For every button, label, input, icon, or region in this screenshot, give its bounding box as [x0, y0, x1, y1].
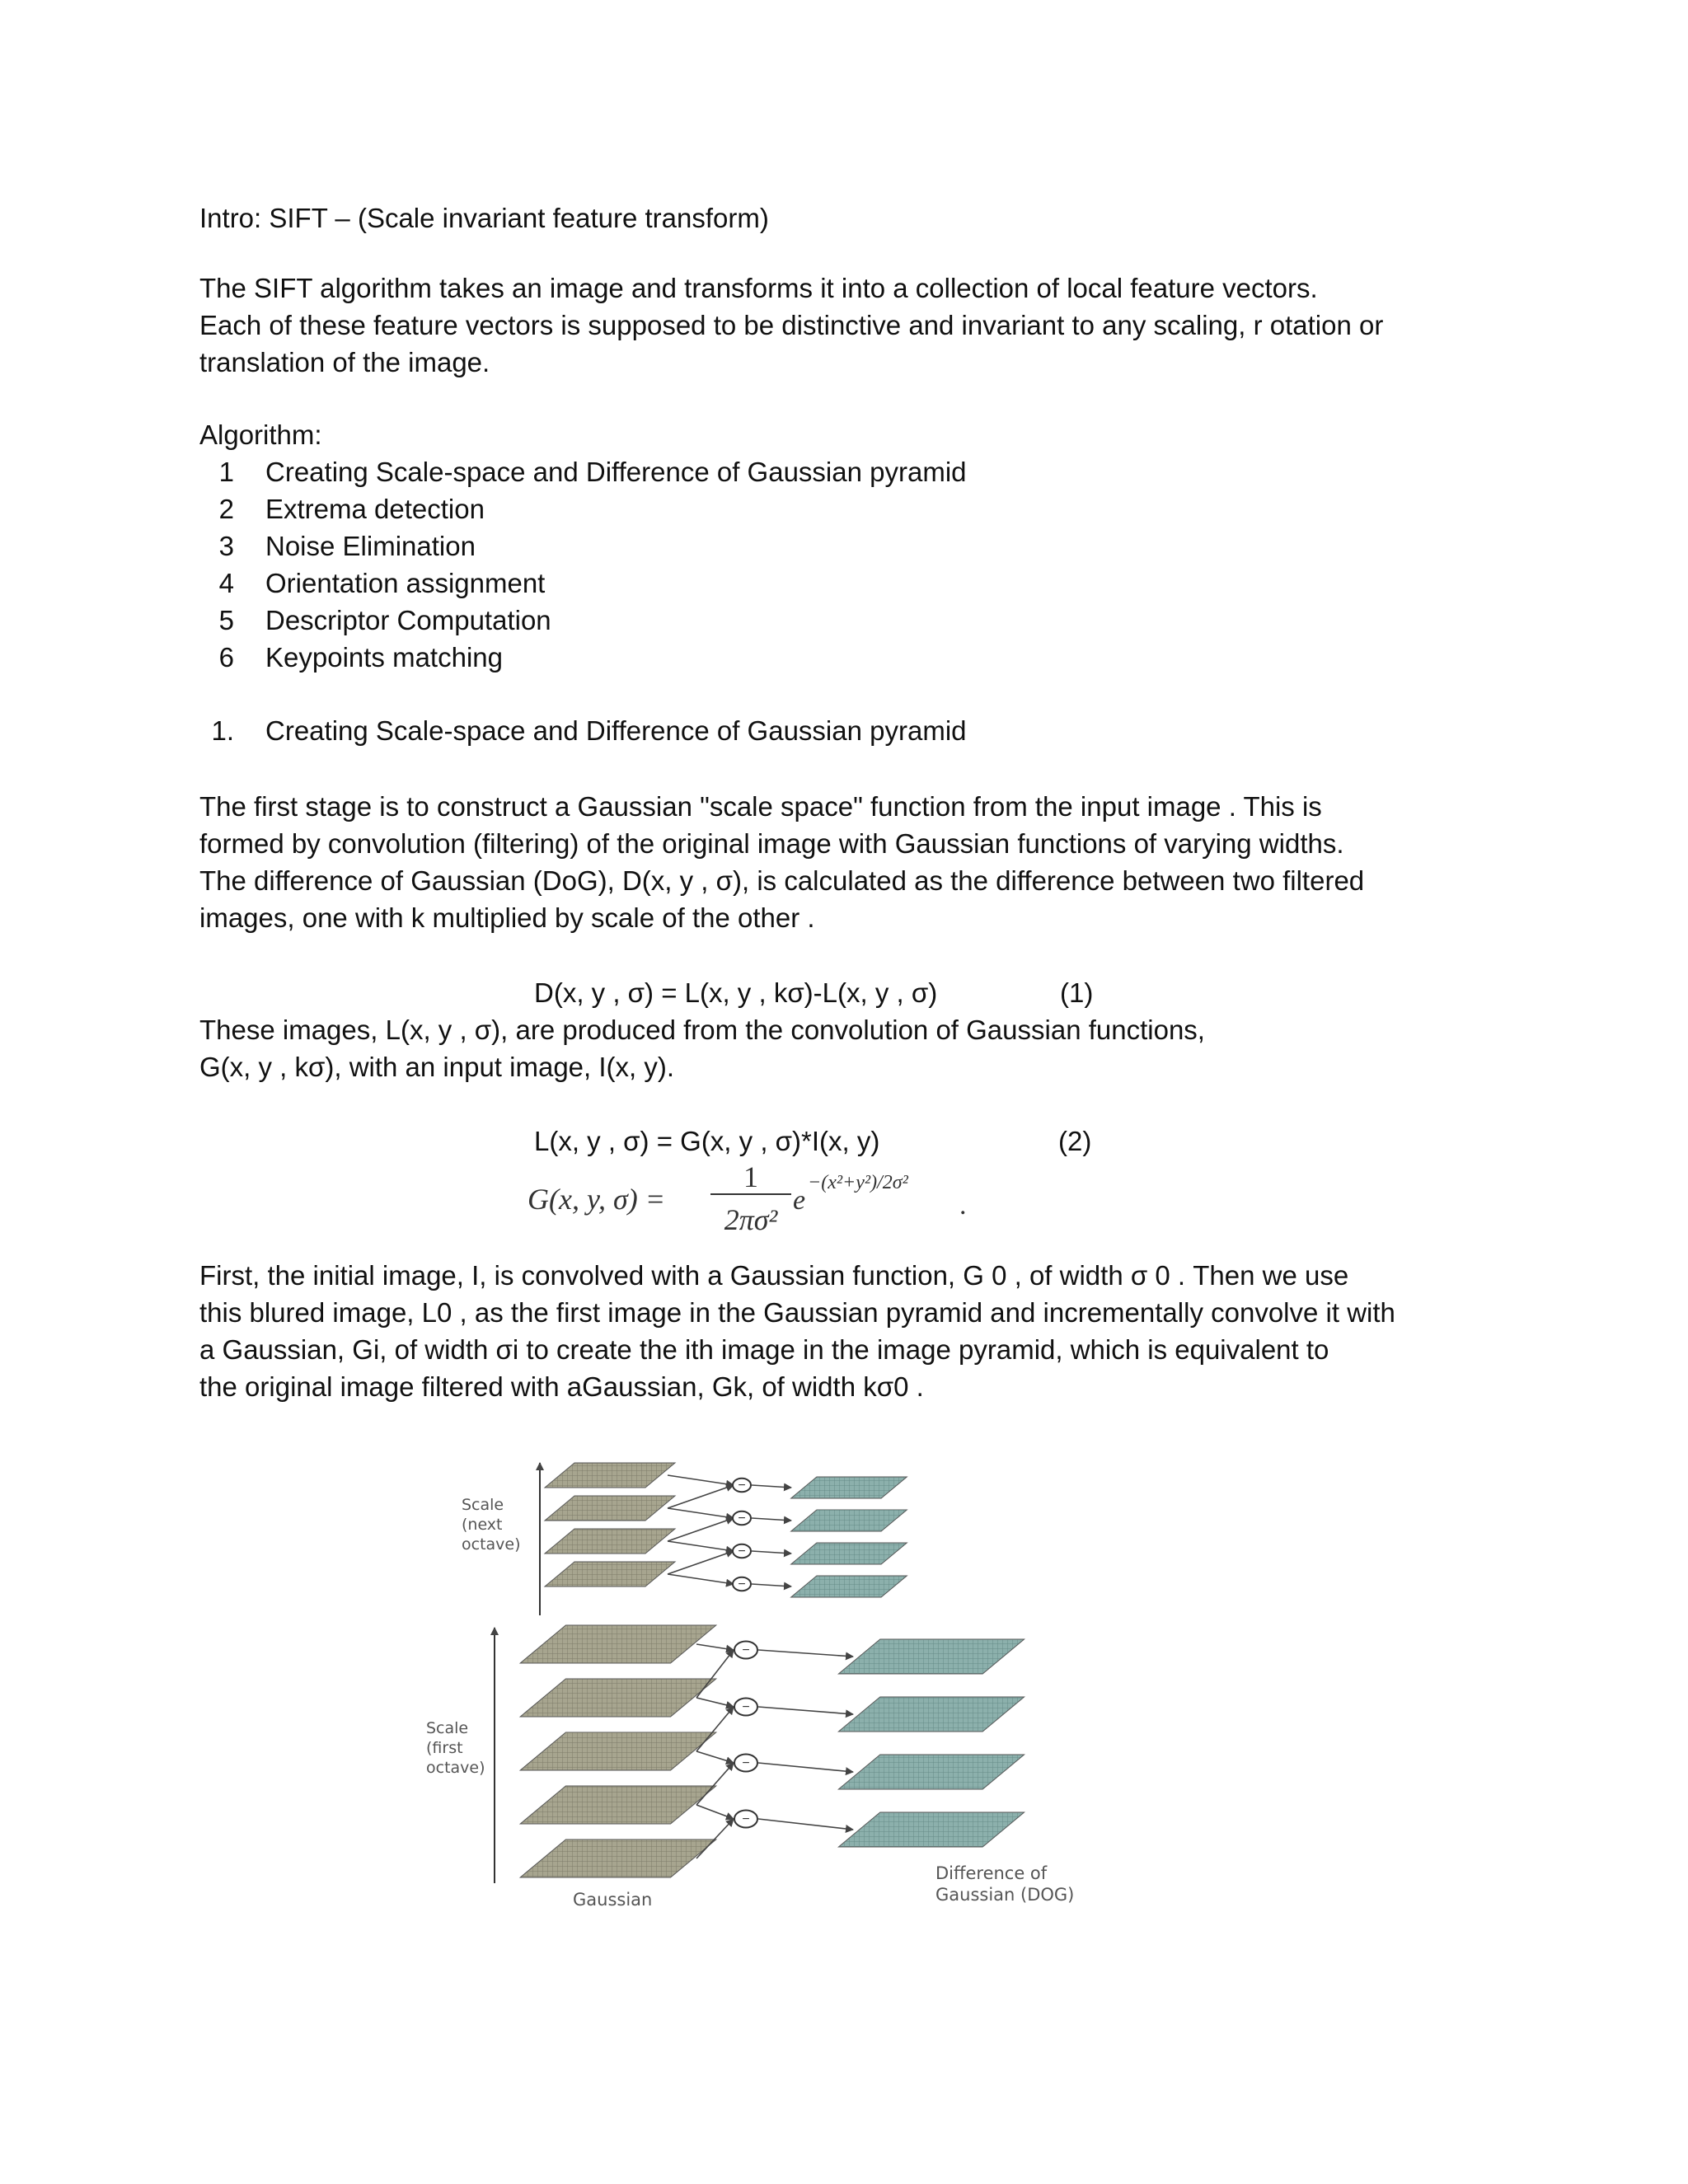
- gaussian-period: .: [959, 1190, 967, 1221]
- list-item: [199, 639, 967, 676]
- gaussian-plane-next-octave-grid: [545, 1529, 675, 1554]
- step-number: 2: [218, 494, 234, 524]
- dog-plane-next-octave-grid: [791, 1543, 907, 1564]
- minus-sign: −: [738, 1544, 746, 1558]
- step-number: 6: [218, 642, 234, 673]
- dog-label: Difference of Gaussian (DOG): [935, 1863, 1075, 1905]
- list-item: [199, 490, 967, 527]
- equation-1: D(x, y , σ) = L(x, y , kσ)-L(x, y , σ): [534, 977, 938, 1008]
- paragraph-line: The difference of Gaussian (DoG), D(x, y , σ), is calculated as the difference between two filtered: [199, 865, 1365, 896]
- pyramid-arrow: [668, 1541, 734, 1551]
- gaussian-plane-first-octave-grid: [520, 1679, 716, 1717]
- algorithm-heading: Algorithm:: [199, 419, 322, 450]
- gaussian-plane-first-octave-grid: [520, 1840, 716, 1877]
- section-number: 1.: [211, 715, 234, 746]
- pyramid-arrow: [696, 1751, 734, 1763]
- dog-plane-next-octave-grid: [791, 1477, 907, 1498]
- pyramid-arrow: [752, 1584, 791, 1586]
- step-label: Noise Elimination: [265, 531, 476, 561]
- dog-plane-first-octave-grid: [838, 1812, 1024, 1847]
- gaussian-label: Gaussian: [573, 1890, 653, 1910]
- step-number: 1: [218, 457, 234, 487]
- step-label: Creating Scale-space and Difference of Gaussian pyramid: [265, 457, 967, 487]
- minus-sign: −: [742, 1812, 750, 1826]
- paragraph-line: These images, L(x, y , σ), are produced from the convolution of Gaussian functions,: [199, 1015, 1205, 1045]
- gaussian-denominator: 2πσ²: [724, 1203, 778, 1236]
- pyramid-arrow: [696, 1763, 734, 1805]
- paragraph-line: a Gaussian, Gi, of width σi to create the ith image in the image pyramid, which is equivalent to: [199, 1334, 1329, 1365]
- paragraph-line: the original image filtered with aGaussian, Gk, of width kσ0 .: [199, 1371, 924, 1402]
- paragraph-pyramid: [199, 1257, 1493, 1405]
- minus-sign: −: [742, 1643, 750, 1657]
- intro-line: translation of the image.: [199, 347, 490, 377]
- equation-2: L(x, y , σ) = G(x, y , σ)*I(x, y): [534, 1126, 880, 1156]
- pyramid-arrow: [758, 1763, 853, 1772]
- section-1-heading: [199, 712, 967, 749]
- pyramid-arrow: [668, 1508, 734, 1518]
- step-label: Extrema detection: [265, 494, 485, 524]
- gaussian-base: e: [793, 1185, 806, 1216]
- gaussian-plane-first-octave-grid: [520, 1732, 716, 1770]
- intro-line: Each of these feature vectors is supposed to be distinctive and invariant to any scaling, r otation or: [199, 310, 1384, 340]
- dog-plane-next-octave-grid: [791, 1510, 907, 1531]
- plane-layer: [520, 1463, 1024, 1877]
- pyramid-arrow: [668, 1574, 734, 1584]
- minus-sign: −: [738, 1577, 746, 1591]
- list-item: [199, 602, 967, 639]
- dog-plane-first-octave-grid: [838, 1697, 1024, 1732]
- step-label: Descriptor Computation: [265, 605, 551, 635]
- paragraph-convolution: [199, 1011, 1493, 1085]
- paragraph-scale-space: [199, 788, 1470, 936]
- minus-sign: −: [738, 1511, 746, 1526]
- pyramid-arrow: [696, 1805, 734, 1819]
- pyramid-arrow: [752, 1485, 791, 1488]
- dog-plane-first-octave-grid: [838, 1755, 1024, 1789]
- pyramid-arrow: [758, 1650, 853, 1657]
- dog-pyramid-figure: [404, 1451, 1170, 1929]
- pyramid-arrow: [668, 1485, 734, 1508]
- list-item: [199, 453, 967, 490]
- pyramid-arrow: [696, 1819, 734, 1858]
- dog-plane-first-octave-grid: [838, 1639, 1024, 1674]
- step-label: Keypoints matching: [265, 642, 503, 673]
- paragraph-line: G(x, y , kσ), with an input image, I(x, y).: [199, 1052, 675, 1082]
- gaussian-plane-next-octave-grid: [545, 1562, 675, 1586]
- gaussian-plane-next-octave-grid: [545, 1463, 675, 1488]
- scale-first-octave-label: Scale (first octave): [426, 1719, 485, 1777]
- pyramid-arrow: [758, 1819, 853, 1830]
- pyramid-arrow: [668, 1518, 734, 1541]
- pyramid-arrow: [758, 1707, 853, 1714]
- equation-2-number: (2): [1058, 1126, 1092, 1156]
- minus-sign: −: [738, 1479, 746, 1493]
- step-number: 3: [218, 531, 234, 561]
- pyramid-arrow: [696, 1698, 734, 1707]
- intro-line: The SIFT algorithm takes an image and transforms it into a collection of local feature vectors.: [199, 273, 1318, 303]
- paragraph-line: The first stage is to construct a Gaussian "scale space" function from the input image . This is: [199, 791, 1322, 822]
- intro-paragraph: [199, 269, 1493, 381]
- algorithm-steps-list: [199, 453, 967, 676]
- paragraph-line: images, one with k multiplied by scale of the other .: [199, 902, 815, 933]
- pyramid-arrow: [696, 1650, 734, 1698]
- list-item: [199, 565, 967, 602]
- pyramid-arrow: [752, 1551, 791, 1554]
- list-item: [199, 527, 967, 565]
- pyramid-arrow: [752, 1518, 791, 1521]
- section-title: Creating Scale-space and Difference of Gaussian pyramid: [265, 715, 967, 746]
- step-number: 4: [218, 568, 234, 598]
- step-label: Orientation assignment: [265, 568, 546, 598]
- pyramid-arrow: [696, 1707, 734, 1751]
- paragraph-line: formed by convolution (filtering) of the original image with Gaussian functions of varying widths.: [199, 828, 1344, 859]
- minus-sign: −: [742, 1756, 750, 1770]
- paragraph-line: this blured image, L0 , as the first image in the Gaussian pyramid and incrementally convolve it with: [199, 1297, 1395, 1328]
- equation-1-number: (1): [1060, 977, 1094, 1008]
- dog-plane-next-octave-grid: [791, 1576, 907, 1597]
- pyramid-arrow: [696, 1644, 734, 1650]
- pyramid-arrow: [668, 1551, 734, 1574]
- gaussian-plane-next-octave-grid: [545, 1496, 675, 1521]
- minus-sign: −: [742, 1700, 750, 1714]
- gaussian-plane-first-octave-grid: [520, 1786, 716, 1824]
- gaussian-numerator: 1: [710, 1160, 791, 1195]
- gaussian-plane-first-octave-grid: [520, 1625, 716, 1663]
- gaussian-exponent: −(x²+y²)/2σ²: [808, 1172, 908, 1193]
- pyramid-arrow: [668, 1475, 734, 1485]
- scale-next-octave-label: Scale (next octave): [462, 1496, 521, 1554]
- document-title: Intro: SIFT – (Scale invariant feature transform): [199, 203, 769, 233]
- gaussian-lhs: G(x, y, σ) =: [528, 1183, 665, 1216]
- step-number: 5: [218, 605, 234, 635]
- paragraph-line: First, the initial image, I, is convolved with a Gaussian function, G 0 , of width σ 0 . Then we use: [199, 1260, 1349, 1291]
